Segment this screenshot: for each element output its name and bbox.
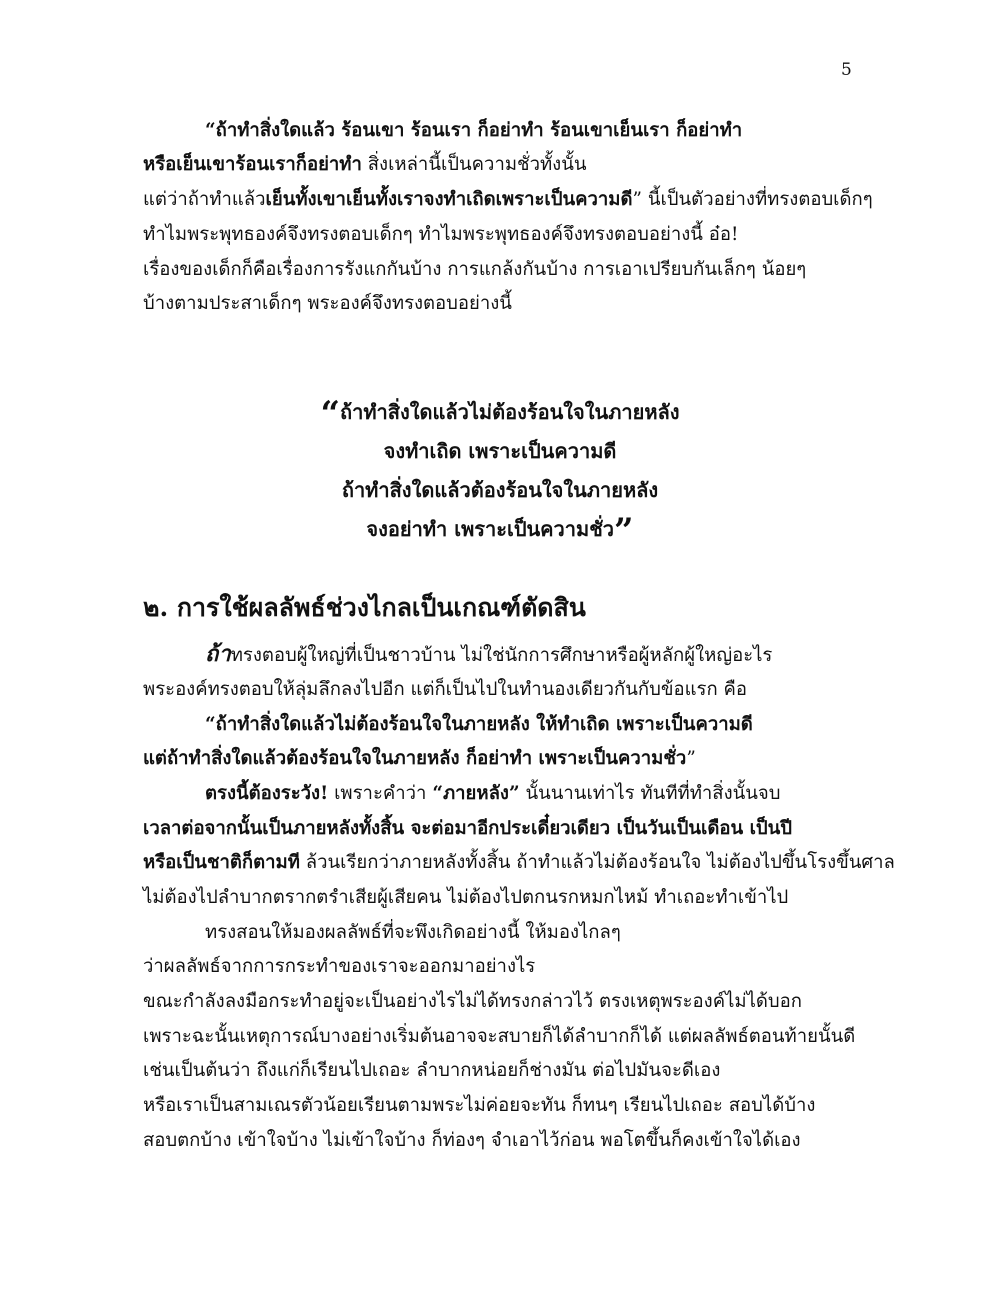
para2-line1 [205,640,772,670]
para1-line3-bold: เย็นทั้งเขาเย็นทั้งเราจงทำเถิดเพราะเป็นความดี [265,189,633,210]
para2-line5-bold2: “ภายหลัง” [432,783,520,804]
para1-line2-bold: หรือเย็นเขาร้อนเราก็อย่าทำ [143,154,362,175]
para3-line7: สอบตกบ้าง เข้าใจบ้าง ไม่เข้าใจบ้าง ก็ท่องๆ จำเอาไว้ก่อน พอโตขึ้นก็คงเข้าใจได้เอง [143,1130,801,1151]
para2-line4-close: ” [686,748,696,769]
para3-line3: ขณะกำลังลงมือกระทำอยู่จะเป็นอย่างไรไม่ได้ทรงกล่าวไว้ ตรงเหตุพระองค์ไม่ได้บอก [143,991,802,1012]
para1-line3 [143,186,873,214]
para3-line2: ว่าผลลัพธ์จากการกระทำของเราจะออกมาอย่างไร [143,956,536,977]
quote-line4-text: จงอย่าทำ เพราะเป็นความชั่ว [366,517,615,541]
para2-line8: ไม่ต้องไปลำบากตรากตรำเสียผู้เสียคน ไม่ต้องไปตกนรกหมกไหม้ ทำเถอะทำเข้าไป [143,887,789,908]
para3-line1: ทรงสอนให้มองผลลัพธ์ที่จะพึงเกิดอย่างนี้ ให้มองไกลๆ [205,922,621,943]
para1-line2-rest: สิ่งเหล่านี้เป็นความชั่วทั้งนั้น [361,154,587,175]
para3-line5: เช่นเป็นต้นว่า ถึงแก่ก็เรียนไปเถอะ ลำบากหน่อยก็ช่างมัน ต่อไปมันจะดีเอง [143,1060,721,1081]
para2-line1-italic: ถ้า [205,641,231,667]
para1-line3-pre: แต่ว่าถ้าทำแล้ว [143,189,266,210]
para2-line5 [205,780,781,808]
para2-line4 [143,745,696,773]
quote-line1-text: ถ้าทำสิ่งใดแล้วไม่ต้องร้อนใจในภายหลัง [340,400,680,424]
para2-line5-rest: นั้นนานเท่าไร ทันทีที่ทำสิ่งนั้นจบ [519,783,781,804]
para2-line5-bold: ตรงนี้ต้องระวัง! [205,783,329,804]
para1-line3-post: ” นี้เป็นตัวอย่างที่ทรงตอบเด็กๆ [632,189,873,210]
para2-line6: เวลาต่อจากนั้นเป็นภายหลังทั้งสิ้น จะต่อมาอีกประเดี๋ยวเดียว เป็นวันเป็นเดือน เป็นปี [143,818,793,839]
quote-open-mark: “ [320,394,340,434]
quote-line3: ถ้าทำสิ่งใดแล้วต้องร้อนใจในภายหลัง [341,478,659,502]
para2-line7-rest: ล้วนเรียกว่าภายหลังทั้งสิ้น ถ้าทำแล้วไม่ต้องร้อนใจ ไม่ต้องไปขึ้นโรงขึ้นศาล [299,852,895,873]
para1-line2 [143,151,587,179]
para3-line4: เพราะฉะนั้นเหตุการณ์บางอย่างเริ่มต้นอาจจะสบายก็ได้ลำบากก็ได้ แต่ผลลัพธ์ตอนท้ายนั้นดี [143,1026,856,1047]
quote-line2: จงทำเถิด เพราะเป็นความดี [383,439,617,463]
para2-line7 [143,849,895,877]
para2-line5-mid: เพราะคำว่า [328,783,433,804]
quote-close-mark: ” [614,511,634,551]
para1-line6: บ้างตามประสาเด็กๆ พระองค์จึงทรงตอบอย่างนี้ [143,293,512,314]
para2-line2: พระองค์ทรงตอบให้ลุ่มลึกลงไปอีก แต่ก็เป็นไปในทำนองเดียวกันกับข้อแรก คือ [143,679,748,700]
para2-line7-bold: หรือเป็นชาติก็ตามที [143,852,300,873]
quote-line1 [0,394,1000,434]
para2-line4-bold: แต่ถ้าทำสิ่งใดแล้วต้องร้อนใจในภายหลัง ก็อย่าทำ เพราะเป็นความชั่ว [143,748,687,769]
para1-line1: “ถ้าทำสิ่งใดแล้ว ร้อนเขา ร้อนเรา ก็อย่าทำ ร้อนเขาเย็นเรา ก็อย่าทำ [205,120,743,141]
quote-line4 [0,511,1000,551]
para1-line5: เรื่องของเด็กก็คือเรื่องการรังแกกันบ้าง การแกล้งกันบ้าง การเอาเปรียบกันเล็กๆ น้อยๆ [143,259,807,280]
page-number: 5 [841,60,852,80]
section-heading: ๒. การใช้ผลลัพธ์ช่วงไกลเป็นเกณฑ์ตัดสิน [143,593,586,622]
para2-line1-rest: ทรงตอบผู้ใหญ่ที่เป็นชาวบ้าน ไม่ใช่นักการศึกษาหรือผู้หลักผู้ใหญ่อะไร [230,645,773,666]
para1-line4: ทำไมพระพุทธองค์จึงทรงตอบเด็กๆ ทำไมพระพุทธองค์จึงทรงตอบอย่างนี้ อ๋อ! [143,224,739,245]
para3-line6: หรือเราเป็นสามเณรตัวน้อยเรียนตามพระไม่ค่อยจะทัน ก็ทนๆ เรียนไปเถอะ สอบได้บ้าง [143,1095,816,1116]
para2-line3: “ถ้าทำสิ่งใดแล้วไม่ต้องร้อนใจในภายหลัง ให้ทำเถิด เพราะเป็นความดี [205,714,753,735]
